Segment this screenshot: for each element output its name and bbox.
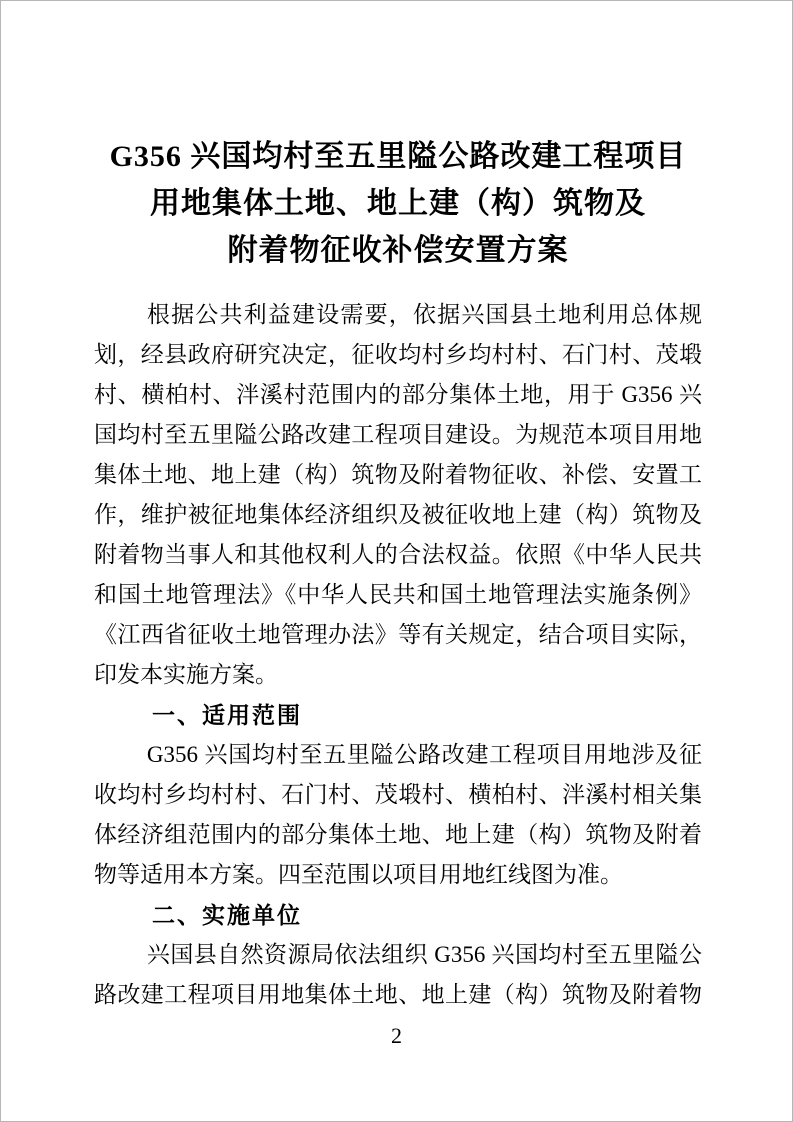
page-number: 2 <box>391 1023 402 1048</box>
section2-line: 路改建工程项目用地集体土地、地上建（构）筑物及附着物 <box>94 982 702 1007</box>
section1-line: G356 兴国均村至五里隘公路改建工程项目用地涉及征 <box>146 742 702 767</box>
title-line-1: G356 兴国均村至五里隘公路改建工程项目 <box>109 140 687 173</box>
intro-line: 村、横柏村、泮溪村范围内的部分集体土地，用于 G356 兴 <box>94 382 702 407</box>
section1-heading: 一、适用范围 <box>152 702 302 728</box>
section2-line: 兴国县自然资源局依法组织 G356 兴国均村至五里隘公 <box>146 942 702 967</box>
intro-line: 集体土地、地上建（构）筑物及附着物征收、补偿、安置工 <box>94 462 702 487</box>
intro-line: 作，维护被征地集体经济组织及被征收地上建（构）筑物及 <box>94 502 702 527</box>
document-body <box>94 295 702 1015</box>
section2-heading: 二、实施单位 <box>152 902 302 928</box>
intro-line: 和国土地管理法》《中华人民共和国土地管理法实施条例》 <box>94 582 702 607</box>
intro-line: 《江西省征收土地管理办法》等有关规定，结合项目实际， <box>94 622 702 647</box>
document-title <box>93 133 703 274</box>
title-line-2: 用地集体土地、地上建（构）筑物及 <box>150 187 646 220</box>
intro-line: 印发本实施方案。 <box>94 662 278 687</box>
section1-line: 体经济组范围内的部分集体土地、地上建（构）筑物及附着 <box>94 822 702 847</box>
intro-line: 划，经县政府研究决定，征收均村乡均村村、石门村、茂塅 <box>94 342 702 367</box>
intro-line: 国均村至五里隘公路改建工程项目建设。为规范本项目用地 <box>94 422 702 447</box>
title-line-3: 附着物征收补偿安置方案 <box>227 234 569 267</box>
section1-line: 物等适用本方案。四至范围以项目用地红线图为准。 <box>94 862 623 887</box>
section1-line: 收均村乡均村村、石门村、茂塅村、横柏村、泮溪村相关集 <box>94 782 702 807</box>
intro-line: 附着物当事人和其他权利人的合法权益。依照《中华人民共 <box>94 542 702 567</box>
intro-line: 根据公共利益建设需要，依据兴国县土地利用总体规 <box>146 302 702 327</box>
